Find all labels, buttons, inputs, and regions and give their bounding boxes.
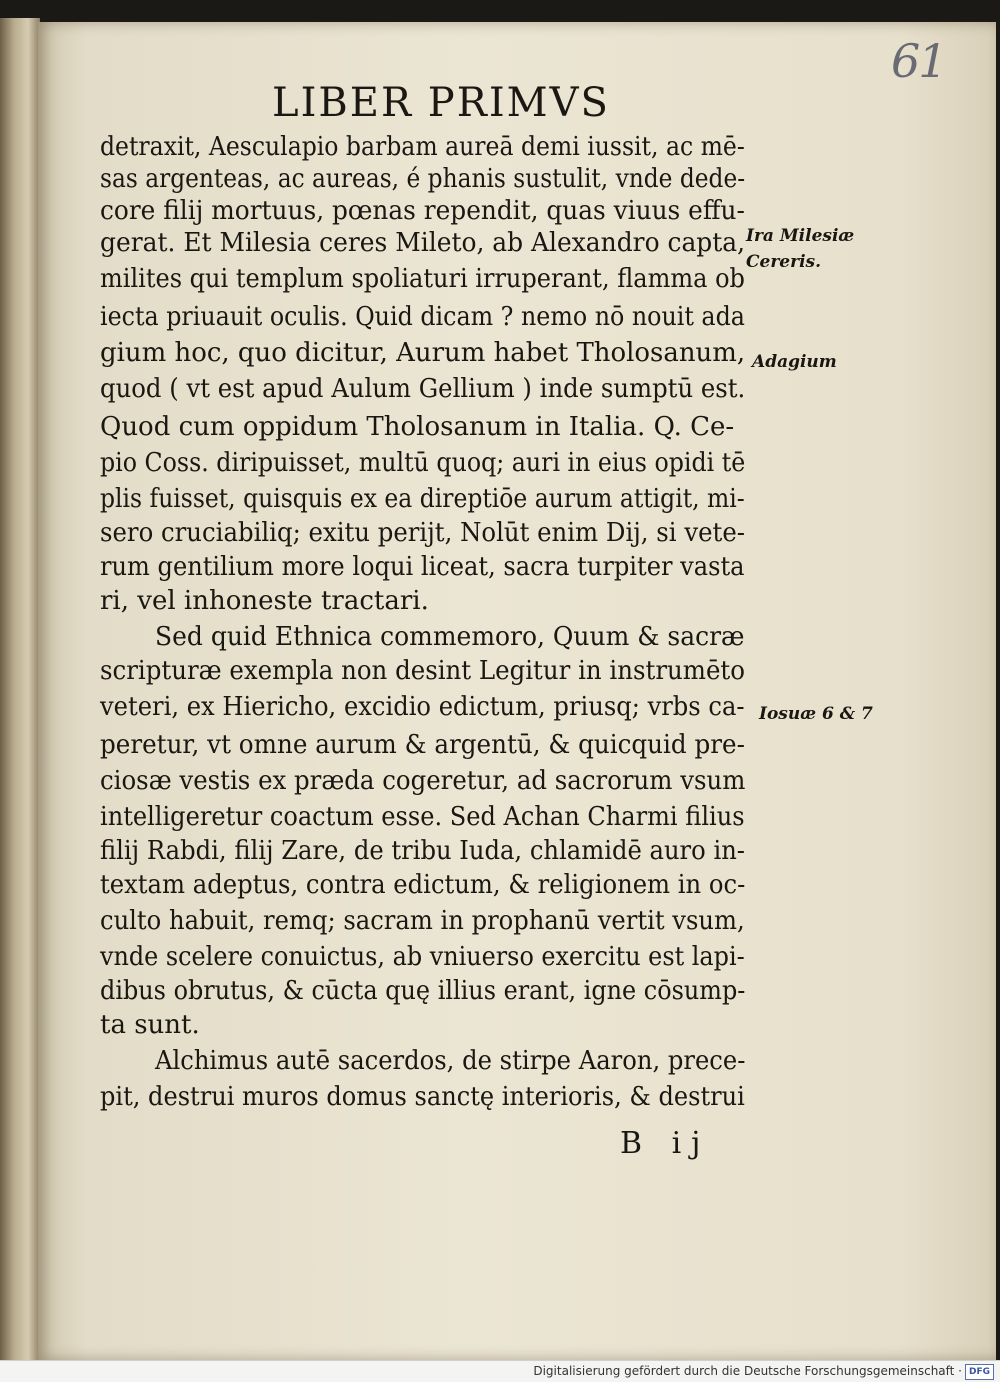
footer-credit: Digitalisierung gefördert durch die Deutsche Forschungsgemeinschaft · [533,1364,962,1378]
text-line: gerat. Et Milesia ceres Mileto, ab Alexandro capta, [100,228,746,258]
text-line: veteri, ex Hiericho, excidio edictum, priusq; vrbs ca- [100,692,745,722]
text-line: intelligeretur coactum esse. Sed Achan Charmi filius [100,802,745,832]
text-line: quod ( vt est apud Aulum Gellium ) inde sumptū est. [100,374,746,404]
text-line: gium hoc, quo dicitur, Aurum habet Tholosanum, [100,338,746,368]
text-line: dibus obrutus, & cūcta quę illius erant, igne cōsump- [100,976,746,1006]
text-line: Alchimus autē sacerdos, de stirpe Aaron, prece- [155,1046,746,1076]
text-line: ta sunt. [100,1010,200,1040]
text-line: textam adeptus, contra edictum, & religionem in oc- [100,870,746,900]
text-line: iecta priuauit oculis. Quid dicam ? nemo nō nouit ada [100,302,745,332]
text-line: sero cruciabiliq; exitu perijt, Nolūt enim Dij, si vete- [100,518,745,548]
text-line: scripturæ exempla non desint Legitur in instrumēto [100,656,745,686]
signature-mark: B ij [620,1126,711,1161]
dfg-logo: DFG [965,1364,994,1380]
text-line: milites qui templum spoliaturi irruperant, flamma ob [100,264,745,294]
text-line: Quod cum oppidum Tholosanum in Italia. Q. Ce- [100,412,735,442]
left-page-edge [0,18,40,1360]
margin-note: Adagium [752,352,837,372]
margin-note: Ira Milesiæ [746,226,855,246]
text-line: culto habuit, remq; sacram in prophanū vertit vsum, [100,906,745,936]
page-number: 61 [891,34,946,88]
text-line: peretur, vt omne aurum & argentū, & quicquid pre- [100,730,745,760]
margin-note: Cereris. [746,252,822,272]
text-line: rum gentilium more loqui liceat, sacra turpiter vasta [100,552,745,582]
footer-bar [0,1360,1000,1382]
text-line: vnde scelere conuictus, ab vniuerso exercitu est lapi- [100,942,745,972]
text-line: detraxit, Aesculapio barbam aureā demi iussit, ac mē- [100,132,745,162]
text-line: filij Rabdi, filij Zare, de tribu Iuda, chlamidē auro in- [100,836,745,866]
text-line: pit, destrui muros domus sanctę interioris, & destrui [100,1082,745,1112]
text-line: ciosæ vestis ex præda cogeretur, ad sacrorum vsum [100,766,746,796]
text-line: plis fuisset, quisquis ex ea direptiōe aurum attigit, mi- [100,484,745,514]
text-line: pio Coss. diripuisset, multū quoq; auri in eius opidi tē [100,448,746,478]
text-line: core filij mortuus, pœnas rependit, quas viuus effu- [100,196,745,226]
text-line: Sed quid Ethnica commemoro, Quum & sacræ [155,622,745,652]
running-head: LIBER PRIMVS [272,80,610,126]
text-line: ri, vel inhoneste tractari. [100,586,429,616]
text-line: sas argenteas, ac aureas, é phanis sustulit, vnde dede- [100,164,746,194]
margin-note: Iosuæ 6 & 7 [759,704,873,724]
